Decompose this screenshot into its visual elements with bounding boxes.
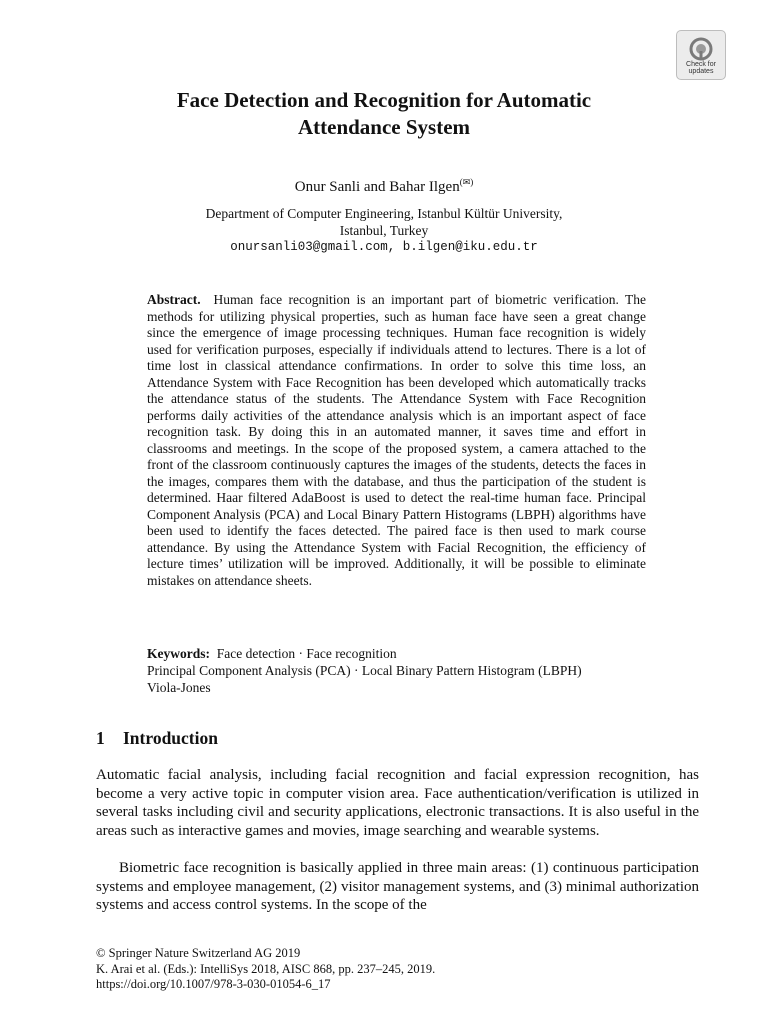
affiliation-line1: Department of Computer Engineering, Istanbul Kültür University, (205, 206, 563, 221)
keywords (147, 645, 667, 696)
affiliation (96, 205, 672, 256)
abstract-text: Human face recognition is an important part of biometric verification. The methods for utilizing physical properties, such as human face have seen a great change since the emergence of image processing techniques. Human face recognition is widely used for verification purposes, especially if individuals attend to lectures. There is a lot of time lost in classical attendance confirmations. In order to solve this time loss, an Attendance System with Face Recognition has been developed which automatically tracks the attendance status of the students. The Attendance System with Face Recognition performs daily activities of the attendance analysis which is an important aspect of face recognition task. By doing this in an automated manner, it saves time and effort in classrooms and meetings. In the scope of the proposed system, a camera attached to the front of the classroom continuously captures the images of the students, detects the faces in the images, compares them with the database, and thus the participation of the student is determined. Haar filtered AdaBoost is used to detect the real-time human face. Principal Component Analysis (PCA) and Local Binary Pattern Histograms (LBPH) algorithms have been used to identify the faces detected. The paired face is then used to mark course attendance. By using the Attendance System with Facial Recognition, the efficiency of lecture times’ utilization will be improved. Additionally, it will be possible to eliminate mistakes on attendance sheets. (147, 292, 646, 588)
affiliation-line2: Istanbul, Turkey (339, 223, 429, 238)
section-heading (96, 727, 218, 749)
copyright: © Springer Nature Switzerland AG 2019 (96, 946, 301, 960)
abstract-label: Abstract. (147, 292, 201, 307)
footer (96, 946, 696, 993)
citation: K. Arai et al. (Eds.): IntelliSys 2018, AISC 868, pp. 237–245, 2019. (96, 961, 436, 976)
keywords-line2: Principal Component Analysis (PCA) · Local Binary Pattern Histogram (LBPH) (147, 663, 582, 678)
body-paragraph-1: Automatic facial analysis, including facial recognition and facial expression recognition, has become a very active topic in computer vision area. Face authentication/verification is utilized in several tasks including civil and security applications, electronic transactions. It is also useful in the areas such as interactive games and movies, image searching and wearable systems. (96, 767, 699, 839)
author-emails[interactable]: onursanli03@gmail.com, b.ilgen@iku.edu.tr (230, 240, 538, 254)
keywords-line1: Face detection · Face recognition (216, 646, 397, 661)
title-line2: Attendance System (297, 115, 471, 139)
badge-line1: Check for (686, 61, 716, 68)
abstract (147, 292, 646, 589)
check-for-updates-badge[interactable] (676, 30, 726, 80)
corresponding-author-mark: (✉) (459, 177, 474, 187)
keywords-label: Keywords: (147, 646, 210, 661)
keywords-line3: Viola-Jones (147, 680, 211, 695)
authors (96, 172, 672, 197)
title-line1: Face Detection and Recognition for Automatic (176, 88, 592, 112)
badge-line2: updates (688, 68, 714, 75)
crossmark-icon (689, 37, 713, 61)
section-number: 1 (96, 728, 105, 748)
author-names: Onur Sanli and Bahar Ilgen (294, 179, 460, 195)
section-title: Introduction (123, 728, 218, 748)
body-paragraph-2: Biometric face recognition is basically applied in three main areas: (1) continuous participation systems and employee management, (2) visitor management systems, and (3) minimal authorization systems and access control systems. In the scope of the (96, 860, 699, 913)
doi-link[interactable]: https://doi.org/10.1007/978-3-030-01054-6_17 (96, 977, 331, 991)
paper-title (96, 87, 672, 141)
